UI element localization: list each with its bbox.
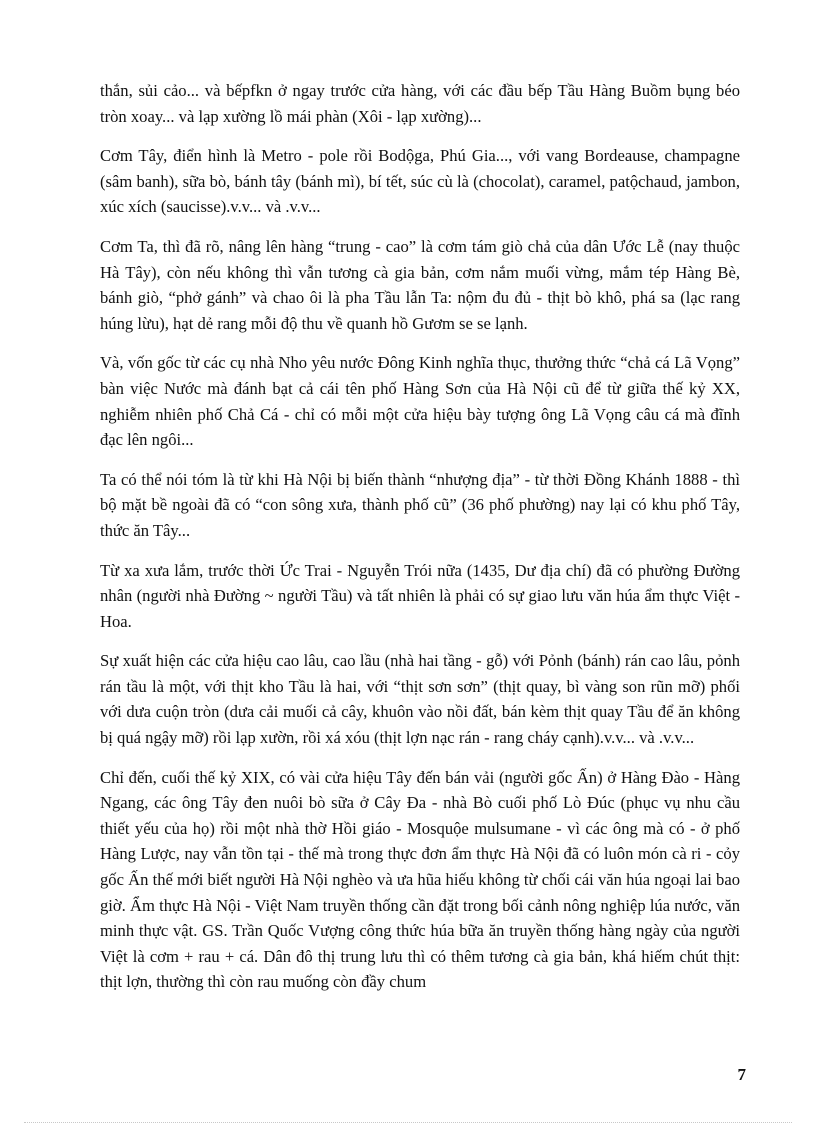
paragraph-1: thắn, sủi cảo... và bếpfkn ở ngay trước cửa hàng, với các đầu bếp Tầu Hàng Buồm bụng béo tròn xoay... và lạp xường lồ mái phàn (Xôi - lạp xường)... [100,81,740,126]
paragraph-2: Cơm Tây, điển hình là Metro - pole rồi Bodộga, Phú Gia..., với vang Bordeause, champagne (sâm banh), sữa bò, bánh tây (bánh mì), bí tết, súc cù là (chocolat), caramel, patộchaud, jambon, xúc xích (saucisse).v.v... và .v.v... [100,146,740,217]
document-body [100,78,740,1009]
paragraph-6: Từ xa xưa lắm, trước thời Ức Trai - Nguyễn Trói nữa (1435, Dư địa chí) đã có phường Đường nhân (người nhà Đường ~ người Tầu) và tất nhiên là phải có sự giao lưu văn húa ẩm thực Việt - Hoa. [100,560,740,631]
paragraph-8: Chỉ đến, cuối thế kỷ XIX, có vài cửa hiệu Tây đến bán vải (người gốc Ấn) ở Hàng Đào - Hàng Ngang, các ông Tây đen nuôi bò sữa ở Cây Đa - nhà Bò cuối phố Lò Đúc (phục vụ nhu cầu thiết yếu của họ) rồi một nhà thờ Hồi giáo - Mosquộe mulsumane - vì các ông mà có - ở phố Hàng Lược, nay vẫn tồn tại - thế mà trong thực đơn ẩm thực Hà Nội đã có luôn món cà ri - cỏy gốc Ấn thế mới biết người Hà Nội nghèo và ưa hũa hiếu không từ chối cái văn húa ngoại lai bao giờ. Ẩm thực Hà Nội - Việt Nam truyền thống cần đặt trong bối cảnh nông nghiệp lúa nước, văn minh thực vật. GS. Trần Quốc Vượng công thức húa bữa ăn truyền thống hàng ngày của người Việt là cơm + rau + cá. Dân đô thị trung lưu thì có thêm tương cà gia bản, khá hiếm chút thịt: thịt lợn, thường thì còn rau muống còn đầy chum [100,767,740,992]
paragraph-5: Ta có thể nói tóm là từ khi Hà Nội bị biến thành “nhượng địa” - từ thời Đồng Khánh 1888 - thì bộ mặt bề ngoài đã có “con sông xưa, thành phố cũ” (36 phố phường) nay lại có khu phố Tây, thức ăn Tây... [100,469,740,540]
paragraph-3: Cơm Ta, thì đã rõ, nâng lên hàng “trung - cao” là cơm tám giò chả của dân Ước Lễ (nay thuộc Hà Tây), còn nếu không thì vẫn tương cà gia bản, cơm nắm muối vừng, mắm tép Hàng Bè, bánh giò, “phở gánh” và chao ôi là pha Tầu lẫn Ta: nộm đu đủ - thịt bò khô, phá sa (lạc rang húng lừu), hạt dẻ rang mỗi độ thu về quanh hồ Gươm se se lạnh. [100,236,740,333]
paragraph-7: Sự xuất hiện các cửa hiệu cao lâu, cao lầu (nhà hai tầng - gỗ) với Pỏnh (bánh) rán cao lâu, pỏnh rán tầu là một, với thịt kho Tầu là hai, với “thịt sơn sơn” (thịt quay, bì vàng son rũn mỡ) phối với dưa cuộn tròn (dưa cải muối cả cây, khuôn vào nồi đất, bán kèm thịt quay Tầu để ăn không bị quá ngậy mỡ) rồi lạp xườn, rồi xá xóu (thịt lợn nạc rán - rang cháy cạnh).v.v... và .v.v... [100,651,740,748]
page-number: 7 [737,1065,746,1084]
paragraph-4: Và, vốn gốc từ các cụ nhà Nho yêu nước Đông Kinh nghĩa thục, thưởng thức “chả cá Lã Vọng” bàn việc Nước mà đánh bạt cả cái tên phố Hàng Sơn của Hà Nội cũ để từ giữa thế kỷ XX, nghiễm nhiên phố Chả Cá - chỉ có mỗi một cửa hiệu bày tượng ông Lã Vọng câu cá mà đĩnh đạc lên ngôi... [100,353,740,450]
